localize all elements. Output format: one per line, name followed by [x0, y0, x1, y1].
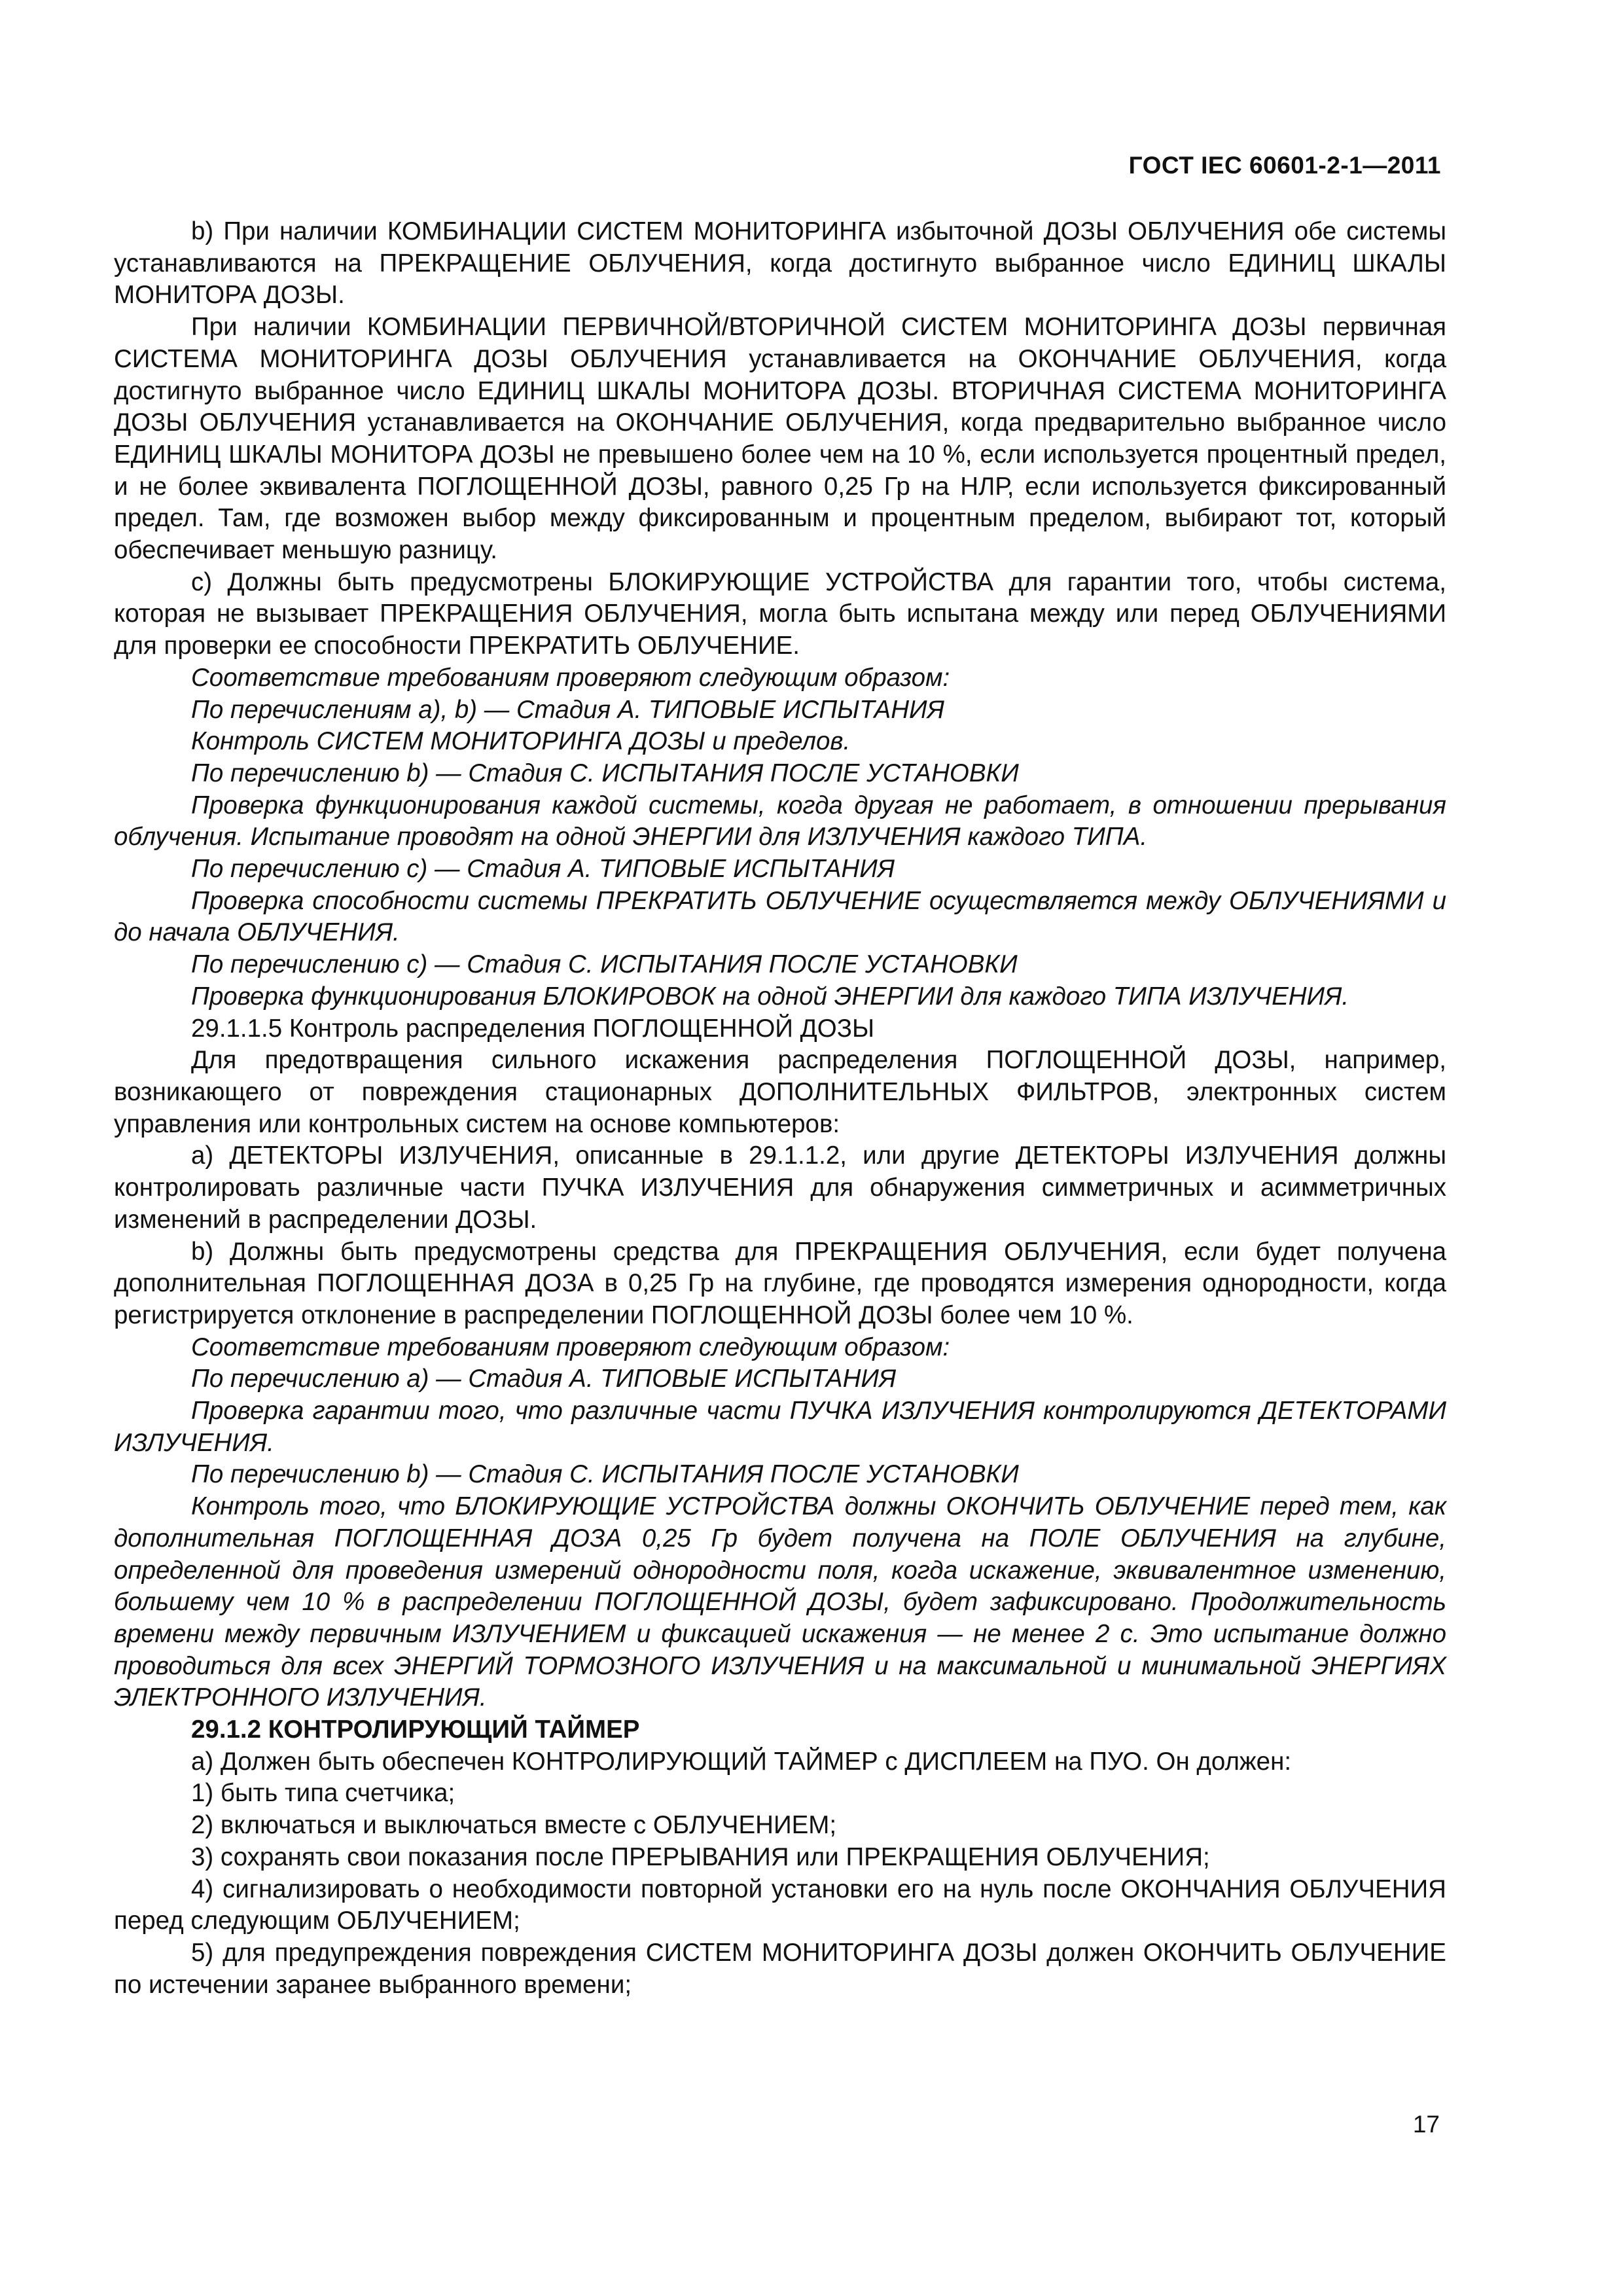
body-paragraph: 3) сохранять свои показания после ПРЕРЫВАНИЯ или ПРЕКРАЩЕНИЯ ОБЛУЧЕНИЯ; [191, 1842, 1210, 1871]
body-paragraph: 5) для предупреждения повреждения СИСТЕМ МОНИТОРИНГА ДОЗЫ должен ОКОНЧИТЬ ОБЛУЧЕНИЕ по истечении заранее выбранного времени; [114, 1938, 1446, 1999]
compliance-paragraph: Проверка способности системы ПРЕКРАТИТЬ ОБЛУЧЕНИЕ осуществляется между ОБЛУЧЕНИЯМИ и до начала ОБЛУЧЕНИЯ. [114, 886, 1446, 947]
body-paragraph: 2) включаться и выключаться вместе с ОБЛУЧЕНИЕМ; [191, 1811, 837, 1840]
compliance-paragraph: Проверка функционирования БЛОКИРОВОК на одной ЭНЕРГИИ для каждого ТИПА ИЗЛУЧЕНИЯ. [191, 982, 1349, 1011]
compliance-paragraph: По перечислению c) — Стадия А. ТИПОВЫЕ ИСПЫТАНИЯ [191, 855, 895, 884]
body-paragraph: b) При наличии КОМБИНАЦИИ СИСТЕМ МОНИТОРИНГА избыточной ДОЗЫ ОБЛУЧЕНИЯ обе системы устанавливаются на ПРЕКРАЩЕНИЕ ОБЛУЧЕНИЯ, когда достигнуто выбранное число ЕДИНИЦ ШКАЛЫ МОНИТОРА ДОЗЫ. [114, 217, 1446, 310]
body-paragraph: 1) быть типа счетчика; [191, 1779, 455, 1808]
compliance-paragraph: Соответствие требованиям проверяют следующим образом: [191, 1333, 950, 1361]
body-paragraph: b) Должны быть предусмотрены средства для ПРЕКРАЩЕНИЯ ОБЛУЧЕНИЯ, если будет получена дополнительная ПОГЛОЩЕННАЯ ДОЗА в 0,25 Гр на глубине, где проводятся измерения однородности, когда регистрируется отклонение в распределении ПОГЛОЩЕННОЙ ДОЗЫ более чем 10 %. [114, 1237, 1446, 1329]
compliance-paragraph: Контроль того, что БЛОКИРУЮЩИЕ УСТРОЙСТВА должны ОКОНЧИТЬ ОБЛУЧЕНИЕ перед тем, как дополнительная ПОГЛОЩЕННАЯ ДОЗА 0,25 Гр будет получена на ПОЛЕ ОБЛУЧЕНИЯ на глубине, определенной для проведения измерений однородности поля, когда искажение, эквивалентное изменению, большему чем 10 % в распределении ПОГЛОЩЕННОЙ ДОЗЫ, будет зафиксировано. Продолжительность времени между первичным ИЗЛУЧЕНИЕМ и фиксацией искажения — не менее 2 с. Это испытание должно проводиться для всех ЭНЕРГИЙ ТОРМОЗНОГО ИЗЛУЧЕНИЯ и на максимальной и минимальной ЭНЕРГИЯХ ЭЛЕКТРОННОГО ИЗЛУЧЕНИЯ. [114, 1492, 1446, 1712]
body-paragraph: Для предотвращения сильного искажения распределения ПОГЛОЩЕННОЙ ДОЗЫ, например, возникающего от повреждения стационарных ДОПОЛНИТЕЛЬНЫХ ФИЛЬТРОВ, электронных систем управления или контрольных систем на основе компьютеров: [114, 1046, 1446, 1138]
compliance-paragraph: Соответствие требованиям проверяют следующим образом: [191, 663, 950, 692]
section-heading: 29.1.2 КОНТРОЛИРУЮЩИЙ ТАЙМЕР [191, 1715, 640, 1744]
body-paragraph: При наличии КОМБИНАЦИИ ПЕРВИЧНОЙ/ВТОРИЧНОЙ СИСТЕМ МОНИТОРИНГА ДОЗЫ первичная СИСТЕМА МОНИТОРИНГА ДОЗЫ ОБЛУЧЕНИЯ устанавливается на ОКОНЧАНИЕ ОБЛУЧЕНИЯ, когда достигнуто выбранное число ЕДИНИЦ ШКАЛЫ МОНИТОРА ДОЗЫ. ВТОРИЧНАЯ СИСТЕМА МОНИТОРИНГА ДОЗЫ ОБЛУЧЕНИЯ устанавливается на ОКОНЧАНИЕ ОБЛУЧЕНИЯ, когда предварительно выбранное число ЕДИНИЦ ШКАЛЫ МОНИТОРА ДОЗЫ не превышено более чем на 10 %, если используется процентный предел, и не более эквивалента ПОГЛОЩЕННОЙ ДОЗЫ, равного 0,25 Гр на НЛР, если используется фиксированный предел. Там, где возможен выбор между фиксированным и процентным пределом, выбирают тот, который обеспечивает меньшую разницу. [114, 313, 1446, 565]
document-body [114, 216, 1446, 2001]
body-paragraph: c) Должны быть предусмотрены БЛОКИРУЮЩИЕ УСТРОЙСТВА для гарантии того, чтобы система, которая не вызывает ПРЕКРАЩЕНИЯ ОБЛУЧЕНИЯ, могла быть испытана между или перед ОБЛУЧЕНИЯМИ для проверки ее способности ПРЕКРАТИТЬ ОБЛУЧЕНИЕ. [114, 567, 1446, 660]
compliance-paragraph: По перечислению b) — Стадия С. ИСПЫТАНИЯ ПОСЛЕ УСТАНОВКИ [191, 759, 1019, 787]
compliance-paragraph: Проверка функционирования каждой системы, когда другая не работает, в отношении прерывания облучения. Испытание проводят на одной ЭНЕРГИИ для ИЗЛУЧЕНИЯ каждого ТИПА. [114, 791, 1446, 852]
body-paragraph: a) Должен быть обеспечен КОНТРОЛИРУЮЩИЙ ТАЙМЕР с ДИСПЛЕЕМ на ПУО. Он должен: [191, 1747, 1292, 1776]
compliance-paragraph: По перечислению c) — Стадия С. ИСПЫТАНИЯ ПОСЛЕ УСТАНОВКИ [191, 950, 1018, 979]
body-paragraph: a) ДЕТЕКТОРЫ ИЗЛУЧЕНИЯ, описанные в 29.1.1.2, или другие ДЕТЕКТОРЫ ИЗЛУЧЕНИЯ должны контролировать различные части ПУЧКА ИЗЛУЧЕНИЯ для обнаружения симметричных и асимметричных изменений в распределении ДОЗЫ. [114, 1141, 1446, 1234]
body-paragraph: 4) сигнализировать о необходимости повторной установки его на нуль после ОКОНЧАНИЯ ОБЛУЧЕНИЯ перед следующим ОБЛУЧЕНИЕМ; [114, 1874, 1446, 1935]
body-paragraph: 29.1.1.5 Контроль распределения ПОГЛОЩЕННОЙ ДОЗЫ [191, 1014, 875, 1043]
compliance-paragraph: Проверка гарантии того, что различные части ПУЧКА ИЗЛУЧЕНИЯ контролируются ДЕТЕКТОРАМИ ИЗЛУЧЕНИЯ. [114, 1397, 1446, 1457]
compliance-paragraph: По перечислению a) — Стадия А. ТИПОВЫЕ ИСПЫТАНИЯ [191, 1365, 897, 1393]
compliance-paragraph: Контроль СИСТЕМ МОНИТОРИНГА ДОЗЫ и пределов. [191, 727, 851, 756]
compliance-paragraph: По перечислению b) — Стадия С. ИСПЫТАНИЯ ПОСЛЕ УСТАНОВКИ [191, 1460, 1019, 1489]
document-header: ГОСТ IEC 60601-2-1—2011 [1128, 152, 1441, 179]
compliance-paragraph: По перечислениям a), b) — Стадия А. ТИПОВЫЕ ИСПЫТАНИЯ [191, 695, 944, 724]
page-number: 17 [1412, 2111, 1440, 2138]
